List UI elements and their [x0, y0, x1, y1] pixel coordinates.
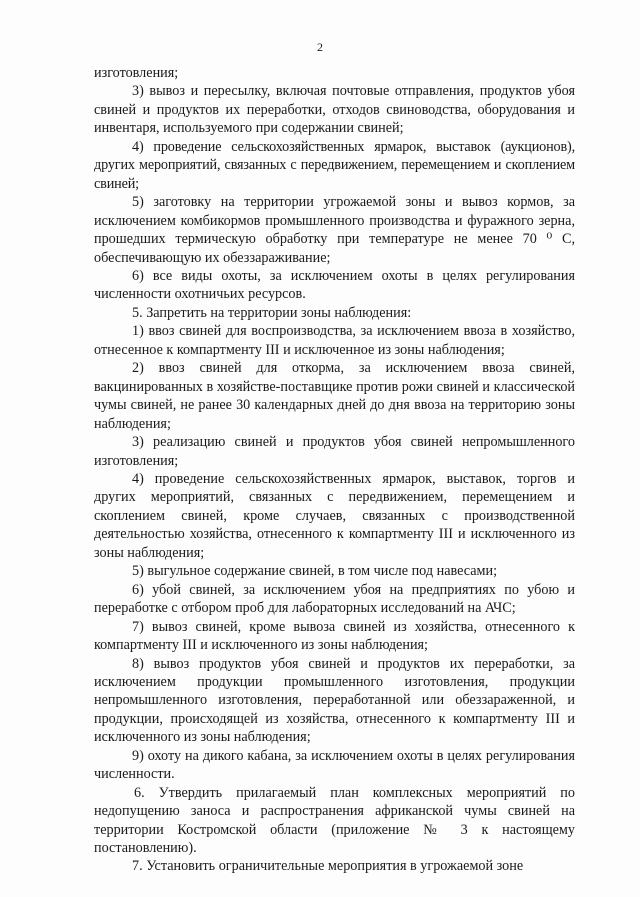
paragraph-5-item-2: 2) ввоз свиней для откорма, за исключением ввоза свиней, вакцинированных в хозяйстве-поставщике против рожи свиней и классической чумы свиней, не ранее 30 календарных дней до дня ввоза на территорию зоны наблюдения;: [94, 360, 575, 432]
paragraph-5-item-8: 8) вывоз продуктов убоя свиней и продуктов их переработки, за исключением продукции промышленного изготовления, продукции непромышленного изготовления, переработанной или обеззараженной, и продукции, происходящей из хозяйства, отнесенного к компартменту III и исключенного из зоны наблюдения;: [94, 655, 575, 746]
paragraph-5-item-9: 9) охоту на дикого кабана, за исключением охоты в целях регулирования численности.: [94, 747, 575, 783]
paragraph-item-5: 5) заготовку на территории угрожаемой зоны и вывоз кормов, за исключением комбикормов промышленного производства и фуражного зерна, прошедших термическую обработку при температуре не менее 70 ⁰ С, обеспечивающую их обеззараживание;: [94, 194, 575, 266]
paragraph-5-item-1: 1) ввоз свиней для воспроизводства, за исключением ввоза в хозяйство, отнесенное к компартменту III и исключенное из зоны наблюдения;: [94, 323, 575, 358]
paragraph-5-item-6: 6) убой свиней, за исключением убоя на предприятиях по убою и переработке с отбором проб для лабораторных исследований на АЧС;: [94, 581, 575, 617]
section-7-paragraph: 7. Установить ограничительные мероприятия в угрожаемой зоне: [132, 858, 524, 875]
document-body: [94, 64, 575, 876]
section-5-heading: 5. Запретить на территории зоны наблюдения:: [132, 304, 412, 321]
paragraph-5-item-7: 7) вывоз свиней, кроме вывоза свиней из хозяйства, отнесенного к компартменту III и исключенного из зоны наблюдения;: [94, 618, 575, 654]
page-number: 2: [317, 40, 323, 54]
paragraph-5-item-5: 5) выгульное содержание свиней, в том числе под навесами;: [132, 563, 498, 580]
paragraph-item-4: 4) проведение сельскохозяйственных ярмарок, выставок (аукционов), других мероприятий, связанных с передвижением, перемещением и скоплением свиней;: [94, 138, 575, 192]
paragraph-item-3: 3) вывоз и пересылку, включая почтовые отправления, продуктов убоя свиней и продуктов их переработки, отходов свиноводства, оборудования и инвентаря, используемого при содержании свиней;: [94, 83, 575, 137]
paragraph-item-6: 6) все виды охоты, за исключением охоты в целях регулирования численности охотничьих ресурсов.: [94, 267, 575, 303]
paragraph-5-item-3: 3) реализацию свиней и продуктов убоя свиней непромышленного изготовления;: [94, 434, 575, 469]
paragraph-continuation: изготовления;: [94, 65, 179, 81]
section-6-paragraph: 6. Утвердить прилагаемый план комплексных мероприятий по недопущению заноса и распространения африканской чумы свиней на территории Костромской области (приложение № 3 к настоящему постановлению).: [94, 784, 575, 857]
paragraph-5-item-4: 4) проведение сельскохозяйственных ярмарок, выставок, торгов и других мероприятий, связанных с передвижением, перемещением и скоплением свиней, кроме случаев, связанных с производственной деятельностью хозяйства, отнесенного к компартменту III и исключенного из зоны наблюдения;: [94, 470, 575, 561]
